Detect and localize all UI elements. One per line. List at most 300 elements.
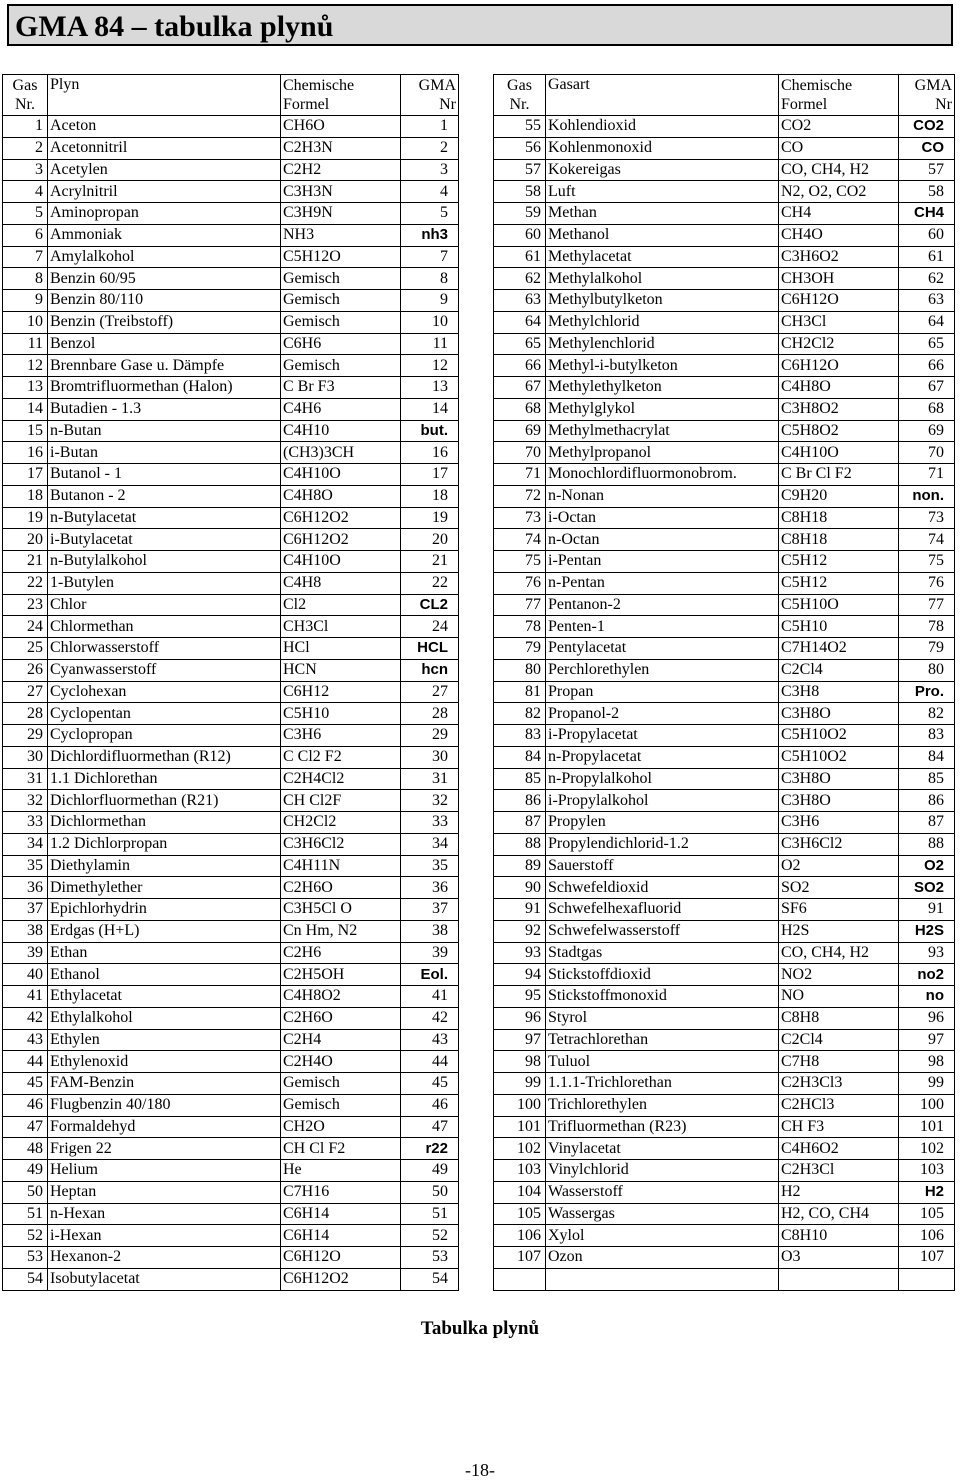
gma-code-cell: 51 (401, 1203, 459, 1225)
gas-nr-cell: 100 (494, 1094, 546, 1116)
formula-cell: C2Cl4 (779, 659, 899, 681)
formula-cell: C4H10 (281, 420, 401, 442)
gma-code-cell: no (899, 986, 955, 1008)
gas-nr-cell: 6 (3, 224, 48, 246)
gma-code-cell: 39 (401, 942, 459, 964)
gas-name-cell: i-Pentan (546, 551, 779, 573)
gma-code-cell: no2 (899, 964, 955, 986)
gas-name-cell: Dichlormethan (48, 812, 281, 834)
table-row (494, 1181, 955, 1203)
gas-name-cell: Aminopropan (48, 203, 281, 225)
gas-name-cell: Monochlordifluormonobrom. (546, 464, 779, 486)
gas-name-cell: Cyclohexan (48, 681, 281, 703)
gma-code-cell: Pro. (899, 681, 955, 703)
gma-code-cell: 30 (401, 746, 459, 768)
gas-name-cell: Frigen 22 (48, 1138, 281, 1160)
formula-cell: C Br Cl F2 (779, 464, 899, 486)
gma-code-cell: 78 (899, 616, 955, 638)
gma-code-cell: 12 (401, 355, 459, 377)
gma-code-cell: 2 (401, 137, 459, 159)
gas-name-cell: i-Hexan (48, 1225, 281, 1247)
formula-cell: CH2O (281, 1116, 401, 1138)
table-header-row (494, 75, 955, 116)
gma-code-cell: SO2 (899, 877, 955, 899)
gma-code-cell: 46 (401, 1094, 459, 1116)
gma-code-cell: 34 (401, 833, 459, 855)
gas-name-cell: Ethylacetat (48, 986, 281, 1008)
formula-cell: CH3Cl (779, 311, 899, 333)
gas-name-cell: Erdgas (H+L) (48, 920, 281, 942)
table-row (3, 377, 459, 399)
table-row (494, 377, 955, 399)
table-row (3, 464, 459, 486)
formula-cell: C2H4O (281, 1051, 401, 1073)
formula-cell: C4H6 (281, 398, 401, 420)
table-row (494, 529, 955, 551)
formula-cell: C4H6O2 (779, 1138, 899, 1160)
gas-nr-cell: 30 (3, 746, 48, 768)
gma-code-cell: 62 (899, 268, 955, 290)
formula-cell: C3H6 (281, 725, 401, 747)
gas-name-cell: 1-Butylen (48, 572, 281, 594)
gas-name-cell: Amylalkohol (48, 246, 281, 268)
gma-code-cell: 29 (401, 725, 459, 747)
formula-cell: C2H3Cl (779, 1160, 899, 1182)
formula-cell: O2 (779, 855, 899, 877)
gas-name-cell: Epichlorhydrin (48, 899, 281, 921)
formula-cell: CH3OH (779, 268, 899, 290)
table-row (3, 899, 459, 921)
gma-code-cell: 58 (899, 181, 955, 203)
gas-name-cell: Acetonnitril (48, 137, 281, 159)
formula-cell: CH6O (281, 116, 401, 138)
gas-name-cell: Methylalkohol (546, 268, 779, 290)
gas-name-cell: Vinylacetat (546, 1138, 779, 1160)
formula-cell: CH4 (779, 203, 899, 225)
gas-nr-cell: 4 (3, 181, 48, 203)
gas-nr-cell: 42 (3, 1007, 48, 1029)
formula-cell: CO2 (779, 116, 899, 138)
table-row (3, 790, 459, 812)
gas-nr-cell: 10 (3, 311, 48, 333)
formula-cell: C2H4Cl2 (281, 768, 401, 790)
table-row (494, 1073, 955, 1095)
gas-nr-cell: 61 (494, 246, 546, 268)
table-row (494, 333, 955, 355)
formula-cell: N2, O2, CO2 (779, 181, 899, 203)
formula-cell: C2H2 (281, 159, 401, 181)
gma-code-cell: 54 (401, 1268, 459, 1290)
formula-cell: C2H3N (281, 137, 401, 159)
gas-name-cell: Methyl-i-butylketon (546, 355, 779, 377)
gas-name-cell: 1.1.1-Trichlorethan (546, 1073, 779, 1095)
formula-cell: NO (779, 986, 899, 1008)
gma-code-cell: hcn (401, 659, 459, 681)
gas-nr-cell: 99 (494, 1073, 546, 1095)
gas-nr-cell: 20 (3, 529, 48, 551)
gas-name-cell: Propanol-2 (546, 703, 779, 725)
gas-name-cell: i-Octan (546, 507, 779, 529)
formula-cell: H2, CO, CH4 (779, 1203, 899, 1225)
gma-code-cell: 101 (899, 1116, 955, 1138)
formula-cell: C4H11N (281, 855, 401, 877)
gas-name-cell: Benzol (48, 333, 281, 355)
formula-cell: C8H18 (779, 529, 899, 551)
gas-name-cell: n-Propylacetat (546, 746, 779, 768)
formula-cell: C3H8 (779, 681, 899, 703)
gas-name-cell: Benzin 60/95 (48, 268, 281, 290)
formula-cell: Gemisch (281, 268, 401, 290)
gma-code-cell: 11 (401, 333, 459, 355)
gas-nr-cell: 15 (3, 420, 48, 442)
table-row (3, 964, 459, 986)
gma-code-cell: 99 (899, 1073, 955, 1095)
gma-code-cell: HCL (401, 638, 459, 660)
table-row (3, 159, 459, 181)
table-row (3, 703, 459, 725)
gas-nr-cell: 92 (494, 920, 546, 942)
table-row (3, 768, 459, 790)
gas-nr-cell: 43 (3, 1029, 48, 1051)
table-row (494, 420, 955, 442)
gas-nr-cell: 18 (3, 485, 48, 507)
gma-code-cell: 84 (899, 746, 955, 768)
formula-cell: C8H18 (779, 507, 899, 529)
table-row (3, 746, 459, 768)
formula-cell: C2H6O (281, 877, 401, 899)
table-row (494, 833, 955, 855)
gas-name-cell: Ethylen (48, 1029, 281, 1051)
gas-name-cell: Vinylchlorid (546, 1160, 779, 1182)
gas-nr-cell: 85 (494, 768, 546, 790)
gas-name-cell: Methylchlorid (546, 311, 779, 333)
gas-table-left (2, 74, 459, 1291)
gas-nr-cell: 49 (3, 1160, 48, 1182)
formula-cell: C5H10O2 (779, 746, 899, 768)
table-row (3, 1094, 459, 1116)
gas-nr-cell: 29 (3, 725, 48, 747)
table-row (494, 246, 955, 268)
gas-nr-cell: 13 (3, 377, 48, 399)
gas-name-cell: Methylacetat (546, 246, 779, 268)
table-row (3, 594, 459, 616)
formula-cell: C7H14O2 (779, 638, 899, 660)
table-row (3, 311, 459, 333)
table-row (494, 464, 955, 486)
gas-name-cell: Methylpropanol (546, 442, 779, 464)
title-box (7, 4, 953, 46)
table-row (3, 659, 459, 681)
formula-cell: C6H12O2 (281, 1268, 401, 1290)
formula-cell: CO, CH4, H2 (779, 159, 899, 181)
formula-cell: C5H10O (779, 594, 899, 616)
gma-code-cell: 16 (401, 442, 459, 464)
table-row (3, 1116, 459, 1138)
gas-name-cell: Tetrachlorethan (546, 1029, 779, 1051)
table-row (3, 181, 459, 203)
gma-code-cell: 35 (401, 855, 459, 877)
formula-cell: CO (779, 137, 899, 159)
gma-code-cell: 10 (401, 311, 459, 333)
header-gas-nr: Gas Nr. (494, 75, 546, 116)
header-gas-nr: Gas Nr. (3, 75, 48, 116)
table-row (3, 1268, 459, 1290)
gas-name-cell: Trifluormethan (R23) (546, 1116, 779, 1138)
gas-nr-cell: 106 (494, 1225, 546, 1247)
gma-code-cell: 20 (401, 529, 459, 551)
gas-name-cell: Methylglykol (546, 398, 779, 420)
gas-nr-cell: 87 (494, 812, 546, 834)
gma-code-cell: 33 (401, 812, 459, 834)
gas-nr-cell: 57 (494, 159, 546, 181)
gas-nr-cell: 5 (3, 203, 48, 225)
page-number: -18- (465, 1460, 495, 1480)
table-row (494, 1203, 955, 1225)
gma-code-cell: 45 (401, 1073, 459, 1095)
formula-cell: C2Cl4 (779, 1029, 899, 1051)
gas-nr-cell: 40 (3, 964, 48, 986)
gma-code-cell: Eol. (401, 964, 459, 986)
gas-name-cell: Ozon (546, 1247, 779, 1269)
gas-nr-cell: 69 (494, 420, 546, 442)
gma-code-cell: 63 (899, 290, 955, 312)
table-row (494, 1268, 955, 1290)
formula-cell: C3H8O (779, 768, 899, 790)
gas-nr-cell: 24 (3, 616, 48, 638)
formula-cell: Cl2 (281, 594, 401, 616)
gma-code-cell: 3 (401, 159, 459, 181)
gas-nr-cell: 8 (3, 268, 48, 290)
formula-cell: CH2Cl2 (779, 333, 899, 355)
gas-nr-cell: 56 (494, 137, 546, 159)
header-gma-nr: GMA Nr (401, 75, 459, 116)
gas-nr-cell: 45 (3, 1073, 48, 1095)
table-row (494, 1029, 955, 1051)
gas-nr-cell: 53 (3, 1247, 48, 1269)
formula-cell: CH2Cl2 (281, 812, 401, 834)
gas-nr-cell: 36 (3, 877, 48, 899)
gas-name-cell: Ethylalkohol (48, 1007, 281, 1029)
table-row (494, 1007, 955, 1029)
gma-code-cell: 19 (401, 507, 459, 529)
gas-nr-cell: 31 (3, 768, 48, 790)
table-row (494, 594, 955, 616)
gma-code-cell: 71 (899, 464, 955, 486)
gma-code-cell: 69 (899, 420, 955, 442)
table-row (494, 116, 955, 138)
gas-name-cell: FAM-Benzin (48, 1073, 281, 1095)
gma-code-cell: 103 (899, 1160, 955, 1182)
formula-cell: C4H8O2 (281, 986, 401, 1008)
gas-nr-cell: 67 (494, 377, 546, 399)
formula-cell: CH Cl F2 (281, 1138, 401, 1160)
gas-name-cell: 1.1 Dichlorethan (48, 768, 281, 790)
gas-name-cell: i-Propylalkohol (546, 790, 779, 812)
table-row (3, 268, 459, 290)
table-row (494, 920, 955, 942)
gma-code-cell: 21 (401, 551, 459, 573)
gas-name-cell: Isobutylacetat (48, 1268, 281, 1290)
table-row (494, 942, 955, 964)
gas-nr-cell: 77 (494, 594, 546, 616)
gma-code-cell: 38 (401, 920, 459, 942)
table-row (494, 964, 955, 986)
gas-nr-cell: 78 (494, 616, 546, 638)
gas-nr-cell: 9 (3, 290, 48, 312)
gas-name-cell: Pentylacetat (546, 638, 779, 660)
gma-code-cell: but. (401, 420, 459, 442)
table-row (3, 355, 459, 377)
gma-code-cell: 68 (899, 398, 955, 420)
gas-name-cell: Dichlorfluormethan (R21) (48, 790, 281, 812)
gas-name-cell: Methylbutylketon (546, 290, 779, 312)
gas-nr-cell: 74 (494, 529, 546, 551)
table-row (3, 420, 459, 442)
table-row (3, 1007, 459, 1029)
table-row (494, 855, 955, 877)
gma-code-cell: 52 (401, 1225, 459, 1247)
formula-cell: C3H3N (281, 181, 401, 203)
formula-cell: NH3 (281, 224, 401, 246)
table-row (494, 572, 955, 594)
formula-cell: C4H8O (281, 485, 401, 507)
table-row (3, 485, 459, 507)
gas-name-cell: Butadien - 1.3 (48, 398, 281, 420)
gma-code-cell: CL2 (401, 594, 459, 616)
gma-code-cell: 36 (401, 877, 459, 899)
formula-cell: C8H8 (779, 1007, 899, 1029)
formula-cell: CH3Cl (281, 616, 401, 638)
table-row (3, 681, 459, 703)
gas-name-cell: Ammoniak (48, 224, 281, 246)
gma-code-cell: 49 (401, 1160, 459, 1182)
formula-cell: C Br F3 (281, 377, 401, 399)
gas-nr-cell: 90 (494, 877, 546, 899)
gma-code-cell: 107 (899, 1247, 955, 1269)
formula-cell: Gemisch (281, 1073, 401, 1095)
gas-name-cell: Diethylamin (48, 855, 281, 877)
gma-code-cell: H2 (899, 1181, 955, 1203)
formula-cell: C6H14 (281, 1225, 401, 1247)
formula-cell: C3H8O (779, 703, 899, 725)
gas-nr-cell: 2 (3, 137, 48, 159)
gma-code-cell: 105 (899, 1203, 955, 1225)
gas-nr-cell: 28 (3, 703, 48, 725)
gma-code-cell: 100 (899, 1094, 955, 1116)
gma-code-cell: 66 (899, 355, 955, 377)
gma-code-cell: 77 (899, 594, 955, 616)
table-row (3, 116, 459, 138)
table-row (494, 181, 955, 203)
gas-nr-cell: 66 (494, 355, 546, 377)
table-row (3, 855, 459, 877)
gma-code-cell: H2S (899, 920, 955, 942)
gas-nr-cell: 11 (3, 333, 48, 355)
formula-cell: C3H5Cl O (281, 899, 401, 921)
table-row (3, 725, 459, 747)
formula-cell: H2S (779, 920, 899, 942)
gma-code-cell: 9 (401, 290, 459, 312)
gma-code-cell: 13 (401, 377, 459, 399)
gma-code-cell (899, 1268, 955, 1290)
formula-cell: SF6 (779, 899, 899, 921)
table-row (3, 920, 459, 942)
gma-code-cell: 79 (899, 638, 955, 660)
table-row (3, 290, 459, 312)
formula-cell: C6H12O2 (281, 529, 401, 551)
gas-name-cell: Chlorwasserstoff (48, 638, 281, 660)
gas-nr-cell: 35 (3, 855, 48, 877)
gas-name-cell: Formaldehyd (48, 1116, 281, 1138)
gma-code-cell: CH4 (899, 203, 955, 225)
gas-name-cell: Perchlorethylen (546, 659, 779, 681)
formula-cell: C7H8 (779, 1051, 899, 1073)
gas-nr-cell: 83 (494, 725, 546, 747)
gma-code-cell: 106 (899, 1225, 955, 1247)
gas-nr-cell: 51 (3, 1203, 48, 1225)
gma-code-cell: 67 (899, 377, 955, 399)
gas-name-cell: Xylol (546, 1225, 779, 1247)
formula-cell: C6H14 (281, 1203, 401, 1225)
formula-cell: C5H12 (779, 551, 899, 573)
gas-name-cell: Butanon - 2 (48, 485, 281, 507)
gas-nr-cell: 50 (3, 1181, 48, 1203)
gma-code-cell: 73 (899, 507, 955, 529)
formula-cell: C6H12 (281, 681, 401, 703)
formula-cell: O3 (779, 1247, 899, 1269)
gma-code-cell: 8 (401, 268, 459, 290)
gma-code-cell: 27 (401, 681, 459, 703)
header-name: Plyn (48, 75, 281, 116)
table-row (494, 681, 955, 703)
gas-name-cell: Propylen (546, 812, 779, 834)
table-row (3, 942, 459, 964)
gas-name-cell: n-Hexan (48, 1203, 281, 1225)
gas-name-cell: Aceton (48, 116, 281, 138)
gas-nr-cell: 23 (3, 594, 48, 616)
table-row (494, 899, 955, 921)
gas-nr-cell: 71 (494, 464, 546, 486)
gas-name-cell: n-Butan (48, 420, 281, 442)
gas-nr-cell: 32 (3, 790, 48, 812)
formula-cell: C6H12O (281, 1247, 401, 1269)
gas-nr-cell: 97 (494, 1029, 546, 1051)
table-row (494, 877, 955, 899)
gas-name-cell (546, 1268, 779, 1290)
gma-code-cell: 88 (899, 833, 955, 855)
gas-name-cell: Cyclopropan (48, 725, 281, 747)
gma-code-cell: 37 (401, 899, 459, 921)
table-row (494, 768, 955, 790)
gma-code-cell: 22 (401, 572, 459, 594)
gma-code-cell: 85 (899, 768, 955, 790)
gas-nr-cell: 7 (3, 246, 48, 268)
gas-nr-cell: 1 (3, 116, 48, 138)
gas-nr-cell: 65 (494, 333, 546, 355)
gma-code-cell: 18 (401, 485, 459, 507)
gma-code-cell: 44 (401, 1051, 459, 1073)
gas-nr-cell: 84 (494, 746, 546, 768)
gma-code-cell: 43 (401, 1029, 459, 1051)
gma-code-cell: 4 (401, 181, 459, 203)
formula-cell: Cn Hm, N2 (281, 920, 401, 942)
gas-name-cell: Stickstoffmonoxid (546, 986, 779, 1008)
gas-nr-cell: 25 (3, 638, 48, 660)
table-row (3, 1073, 459, 1095)
gas-name-cell: Flugbenzin 40/180 (48, 1094, 281, 1116)
gma-code-cell: 60 (899, 224, 955, 246)
gas-name-cell: Tuluol (546, 1051, 779, 1073)
